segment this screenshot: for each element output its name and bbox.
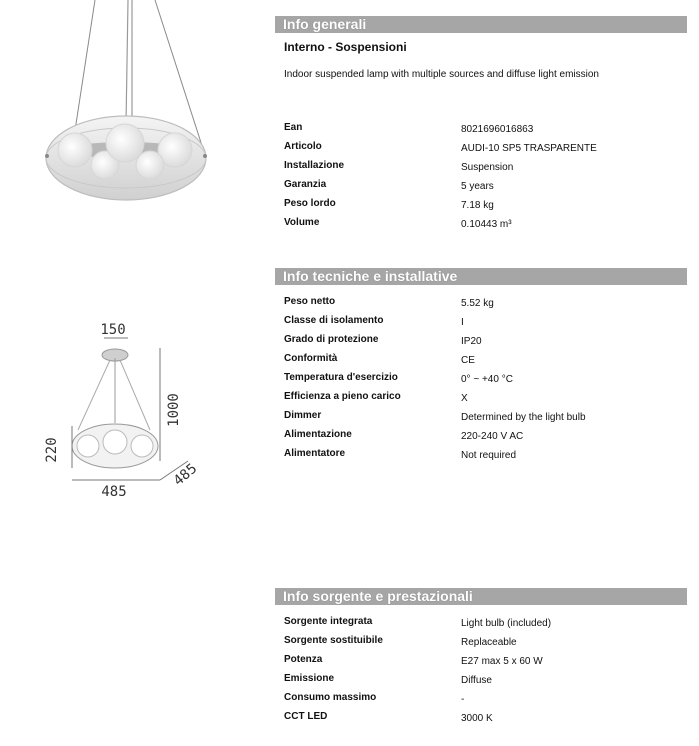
spec-value: Replaceable [461,637,517,648]
spec-value: IP20 [461,336,482,347]
spec-value: Light bulb (included) [461,618,552,629]
spec-row [284,410,684,429]
dim-body-height-label: 220 [44,437,60,463]
spec-value: 5.52 kg [461,298,494,309]
spec-value: CE [461,355,475,366]
spec-value: 0° ~ +40 °C [461,374,513,385]
spec-row [284,334,684,353]
spec-label: CCT LED [284,711,328,722]
spec-value: Suspension [461,162,514,173]
spec-value: E27 max 5 x 60 W [461,656,543,667]
spec-label: Alimentatore [284,448,346,459]
spec-label: Ean [284,122,303,133]
spec-label: Grado di protezione [284,334,379,345]
spec-value: 0.10443 m³ [461,219,512,230]
spec-row [284,391,684,410]
spec-value: 220-240 V AC [461,431,524,442]
product-photo [30,0,230,205]
spec-table-sorgente [284,616,684,730]
dim-height-label: 1000 [166,393,182,427]
spec-label: Volume [284,217,320,228]
spec-label: Efficienza a pieno carico [284,391,401,402]
spec-value: I [461,317,464,328]
spec-value: 8021696016863 [461,124,534,135]
spec-label: Garanzia [284,179,327,190]
spec-label: Sorgente integrata [284,616,373,627]
spec-value: 7.18 kg [461,200,494,211]
spec-value: 3000 K [461,713,493,724]
spec-label: Sorgente sostituibile [284,635,383,646]
spec-value: X [461,393,468,404]
spec-row [284,217,684,236]
dim-top-label: 150 [100,322,126,338]
spec-row [284,141,684,160]
spec-row [284,711,684,730]
dimension-drawing [38,318,208,503]
spec-label: Potenza [284,654,323,665]
spec-value: Diffuse [461,675,492,686]
spec-label: Peso lordo [284,198,336,209]
section-header-tecniche: Info tecniche e installative [275,268,687,285]
spec-table-generali [284,122,684,236]
spec-label: Consumo massimo [284,692,377,703]
spec-table-tecniche [284,296,684,467]
spec-row [284,692,684,711]
spec-label: Temperatura d'esercizio [284,372,398,383]
spec-row [284,654,684,673]
spec-row [284,673,684,692]
spec-row [284,296,684,315]
spec-row [284,160,684,179]
spec-label: Alimentazione [284,429,352,440]
spec-row [284,429,684,448]
dim-depth-label: 485 [170,460,201,490]
spec-label: Articolo [284,141,322,152]
spec-label: Dimmer [284,410,322,421]
spec-row [284,448,684,467]
spec-row [284,179,684,198]
spec-row [284,372,684,391]
spec-row [284,122,684,141]
spec-label: Conformità [284,353,338,364]
section-header-generali: Info generali [275,16,687,33]
spec-row [284,635,684,654]
spec-value: 5 years [461,181,494,192]
spec-value: - [461,694,465,705]
spec-label: Installazione [284,160,345,171]
spec-label: Peso netto [284,296,336,307]
spec-row [284,198,684,217]
spec-label: Classe di isolamento [284,315,384,326]
spec-value: Determined by the light bulb [461,412,586,423]
spec-row [284,353,684,372]
dim-width-label: 485 [101,484,127,500]
product-description: Indoor suspended lamp with multiple sources and diffuse light emission [284,69,599,80]
spec-value: AUDI-10 SP5 TRASPARENTE [461,143,597,154]
spec-row [284,616,684,635]
spec-label: Emissione [284,673,335,684]
spec-row [284,315,684,334]
product-category: Interno - Sospensioni [284,40,407,54]
section-header-sorgente: Info sorgente e prestazionali [275,588,687,605]
spec-value: Not required [461,450,517,461]
